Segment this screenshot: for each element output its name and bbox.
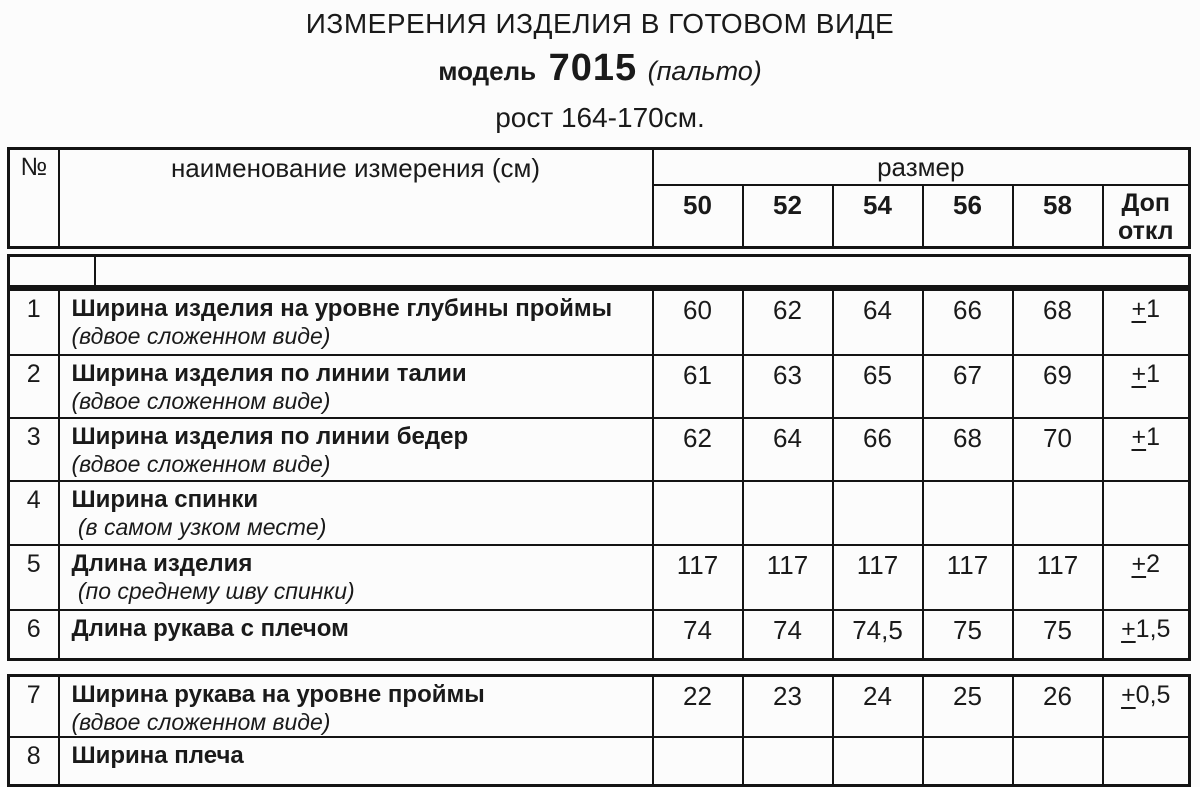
row-number: 1 — [9, 290, 59, 356]
measurement-name-cell — [59, 418, 653, 481]
plus-minus-sign: + — [1121, 681, 1136, 709]
measurement-name: Ширина изделия по линии талии — [71, 360, 467, 387]
title-block — [0, 0, 1200, 147]
col-header-size-56: 56 — [923, 185, 1013, 248]
measurement-name: Длина рукава с плечом — [71, 615, 349, 642]
header-row-top — [9, 149, 1190, 186]
col-header-size-52: 52 — [743, 185, 833, 248]
tolerance-value: 1 — [1146, 423, 1160, 451]
value-cell: 68 — [923, 418, 1013, 481]
col-header-size-54: 54 — [833, 185, 923, 248]
table-rows-1-6-segment — [7, 288, 1191, 661]
row-number: 8 — [9, 737, 59, 786]
tolerance-cell — [1103, 610, 1190, 660]
table-row — [9, 676, 1190, 738]
tolerance-value: 0,5 — [1135, 681, 1171, 709]
table-rows-7-8-segment — [7, 674, 1191, 787]
measurement-name-cell — [59, 676, 653, 738]
value-cell — [923, 737, 1013, 786]
value-cell: 117 — [1013, 545, 1103, 610]
table-row — [9, 737, 1190, 786]
value-cell: 67 — [923, 355, 1013, 418]
value-cell: 26 — [1013, 676, 1103, 738]
row-number: 2 — [9, 355, 59, 418]
value-cell — [923, 481, 1013, 545]
row-number: 5 — [9, 545, 59, 610]
value-cell: 62 — [743, 290, 833, 356]
measurement-name-cell — [59, 481, 653, 545]
value-cell: 74 — [653, 610, 743, 660]
tolerance-cell — [1103, 418, 1190, 481]
tolerance-label-line2: откл — [1117, 217, 1174, 245]
spacer-band-cell-right — [95, 256, 1190, 287]
table-row — [9, 610, 1190, 660]
tolerance-value: 2 — [1146, 550, 1160, 578]
value-cell: 75 — [1013, 610, 1103, 660]
sheet-title: ИЗМЕРЕНИЯ ИЗДЕЛИЯ В ГОТОВОМ ВИДЕ — [305, 8, 895, 39]
tolerance-value: 1 — [1146, 295, 1160, 323]
col-header-name: наименование измерения (см) — [59, 149, 653, 248]
value-cell — [1013, 737, 1103, 786]
value-cell: 22 — [653, 676, 743, 738]
value-cell: 60 — [653, 290, 743, 356]
plus-minus-sign: + — [1131, 550, 1147, 578]
value-cell — [743, 481, 833, 545]
model-line — [0, 44, 1200, 100]
tolerance-value: 1 — [1146, 360, 1160, 388]
measurement-name: Длина изделия — [71, 550, 253, 577]
measurement-note: (вдвое сложенном виде) — [71, 709, 331, 735]
value-cell: 117 — [923, 545, 1013, 610]
col-header-tolerance — [1103, 185, 1190, 248]
value-cell: 74 — [743, 610, 833, 660]
value-cell — [653, 737, 743, 786]
model-label: модель — [438, 56, 537, 86]
value-cell: 117 — [743, 545, 833, 610]
plus-minus-sign: + — [1131, 360, 1147, 388]
value-cell — [833, 481, 923, 545]
measurement-name: Ширина изделия по линии бедер — [71, 423, 469, 450]
value-cell: 23 — [743, 676, 833, 738]
plus-minus-sign: + — [1131, 423, 1147, 451]
value-cell: 68 — [1013, 290, 1103, 356]
measurement-name: Ширина плеча — [71, 742, 244, 769]
measurement-name: Ширина спинки — [71, 486, 259, 513]
measurement-name-cell — [59, 355, 653, 418]
value-cell: 63 — [743, 355, 833, 418]
measurement-name-cell — [59, 545, 653, 610]
measurement-note: (по среднему шву спинки) — [71, 578, 355, 604]
table-header-segment — [7, 147, 1191, 249]
spacer-band-cell-left — [9, 256, 95, 287]
table-row — [9, 545, 1190, 610]
spacer-band-row — [9, 256, 1190, 287]
col-header-size-58: 58 — [1013, 185, 1103, 248]
value-cell: 66 — [923, 290, 1013, 356]
value-cell — [1013, 481, 1103, 545]
row-number: 4 — [9, 481, 59, 545]
value-cell: 62 — [653, 418, 743, 481]
value-cell — [743, 737, 833, 786]
measurement-name: Ширина изделия на уровне глубины проймы — [71, 295, 613, 322]
value-cell: 74,5 — [833, 610, 923, 660]
row-number: 3 — [9, 418, 59, 481]
measurement-name-cell — [59, 290, 653, 356]
value-cell: 117 — [653, 545, 743, 610]
col-header-number: № — [9, 149, 59, 248]
spacer-band — [7, 254, 1191, 288]
measurement-table — [7, 147, 1188, 787]
value-cell: 65 — [833, 355, 923, 418]
tolerance-value: 1,5 — [1135, 615, 1171, 643]
table-row — [9, 418, 1190, 481]
value-cell: 61 — [653, 355, 743, 418]
model-note: (пальто) — [647, 56, 762, 86]
table-row — [9, 481, 1190, 545]
height-line: рост 164-170см. — [495, 102, 705, 133]
measurement-note: (в самом узком месте) — [71, 514, 327, 540]
value-cell: 24 — [833, 676, 923, 738]
value-cell: 64 — [743, 418, 833, 481]
col-header-size-group: размер — [653, 149, 1190, 186]
plus-minus-sign: + — [1131, 295, 1147, 323]
tolerance-label-line1: Доп — [1121, 189, 1171, 217]
table-row — [9, 290, 1190, 356]
row-number: 7 — [9, 676, 59, 738]
col-header-size-50: 50 — [653, 185, 743, 248]
value-cell: 117 — [833, 545, 923, 610]
value-cell: 69 — [1013, 355, 1103, 418]
value-cell — [653, 481, 743, 545]
value-cell: 66 — [833, 418, 923, 481]
model-number: 7015 — [548, 47, 638, 89]
table-row — [9, 355, 1190, 418]
measurement-name-cell — [59, 610, 653, 660]
measurement-note: (вдвое сложенном виде) — [71, 388, 331, 414]
tolerance-cell — [1103, 290, 1190, 356]
tolerance-cell — [1103, 481, 1190, 545]
value-cell — [833, 737, 923, 786]
plus-minus-sign: + — [1121, 615, 1136, 643]
measurement-name-cell — [59, 737, 653, 786]
row-number: 6 — [9, 610, 59, 660]
value-cell: 25 — [923, 676, 1013, 738]
measurement-name: Ширина рукава на уровне проймы — [71, 681, 485, 708]
measurement-note: (вдвое сложенном виде) — [71, 323, 331, 349]
tolerance-cell — [1103, 676, 1190, 738]
value-cell: 70 — [1013, 418, 1103, 481]
value-cell: 75 — [923, 610, 1013, 660]
measurement-note: (вдвое сложенном виде) — [71, 451, 331, 477]
value-cell: 64 — [833, 290, 923, 356]
tolerance-cell — [1103, 737, 1190, 786]
tolerance-cell — [1103, 545, 1190, 610]
tolerance-cell — [1103, 355, 1190, 418]
